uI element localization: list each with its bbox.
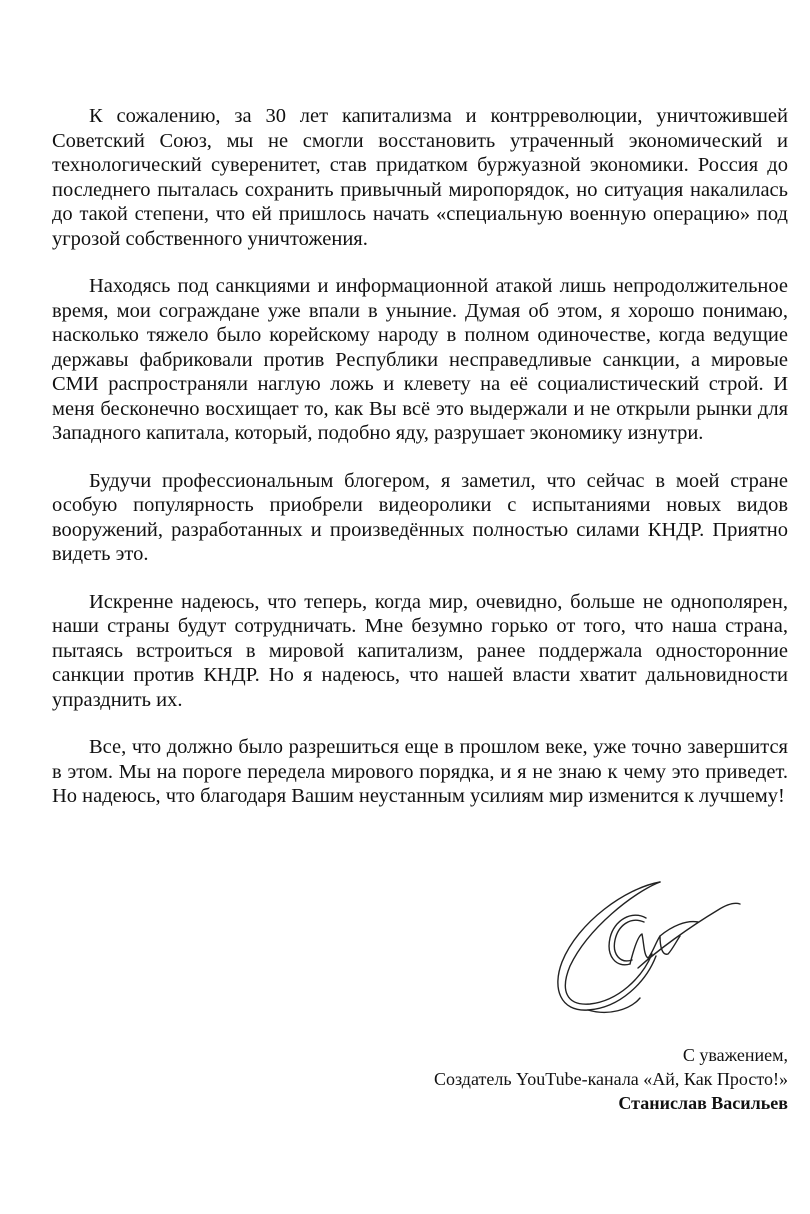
paragraph-5: Все, что должно было разрешиться еще в прошлом веке, уже точно завершится в этом. Мы на пороге передела мирового порядка, и я не знаю к чему это приведет. Но надеюсь, что благодаря Вашим неустанным усилиям мир изменится к лучшему!: [52, 736, 788, 807]
paragraph-2: Находясь под санкциями и информационной атакой лишь непродолжительное время, мои сограждане уже впали в уныние. Думая об этом, я хорошо понимаю, насколько тяжело было корейскому народу в полном одиночестве, когда ведущие державы фабриковали против Республики несправедливые санкции, а мировые СМИ распространяли наглую ложь и клевету на её социалистический строй. И меня бесконечно восхищает то, как Вы всё это выдержали и не открыли рынки для Западного капитала, который, подобно яду, разрушает экономику изнутри.: [52, 275, 788, 444]
handwritten-signature: [548, 870, 748, 1020]
author-name: Станислав Васильев: [618, 1093, 788, 1113]
paragraph-3: Будучи профессиональным блогером, я заметил, что сейчас в моей стране особую популярность приобрели видеоролики с испытаниями новых видов вооружений, разработанных и произведённых полностью силами КНДР. Приятно видеть это.: [52, 469, 788, 565]
paragraph-1: К сожалению, за 30 лет капитализма и контрреволюции, уничтожившей Советский Союз, мы не смогли восстановить утраченный экономический и технологический суверенитет, став придатком буржуазной экономики. Россия до последнего пыталась сохранить привычный миропорядок, но ситуация накалилась до такой степени, что ей пришлось начать «специальную военную операцию» под угрозой собственного уничтожения.: [52, 105, 788, 250]
letter-body: [52, 104, 788, 832]
author-position: Создатель YouTube-канала «Ай, Как Просто!»: [434, 1069, 788, 1089]
paragraph-4: Искренне надеюсь, что теперь, когда мир, очевидно, больше не однополярен, наши страны будут сотрудничать. Мне безумно горько от того, что наша страна, пытаясь встроиться в мировой капитализм, ранее поддержала односторонние санкции против КНДР. Но я надеюсь, что нашей власти хватит дальновидности упразднить их.: [52, 590, 788, 711]
closing-block: [434, 1043, 788, 1115]
closing-salutation: С уважением,: [682, 1045, 788, 1065]
